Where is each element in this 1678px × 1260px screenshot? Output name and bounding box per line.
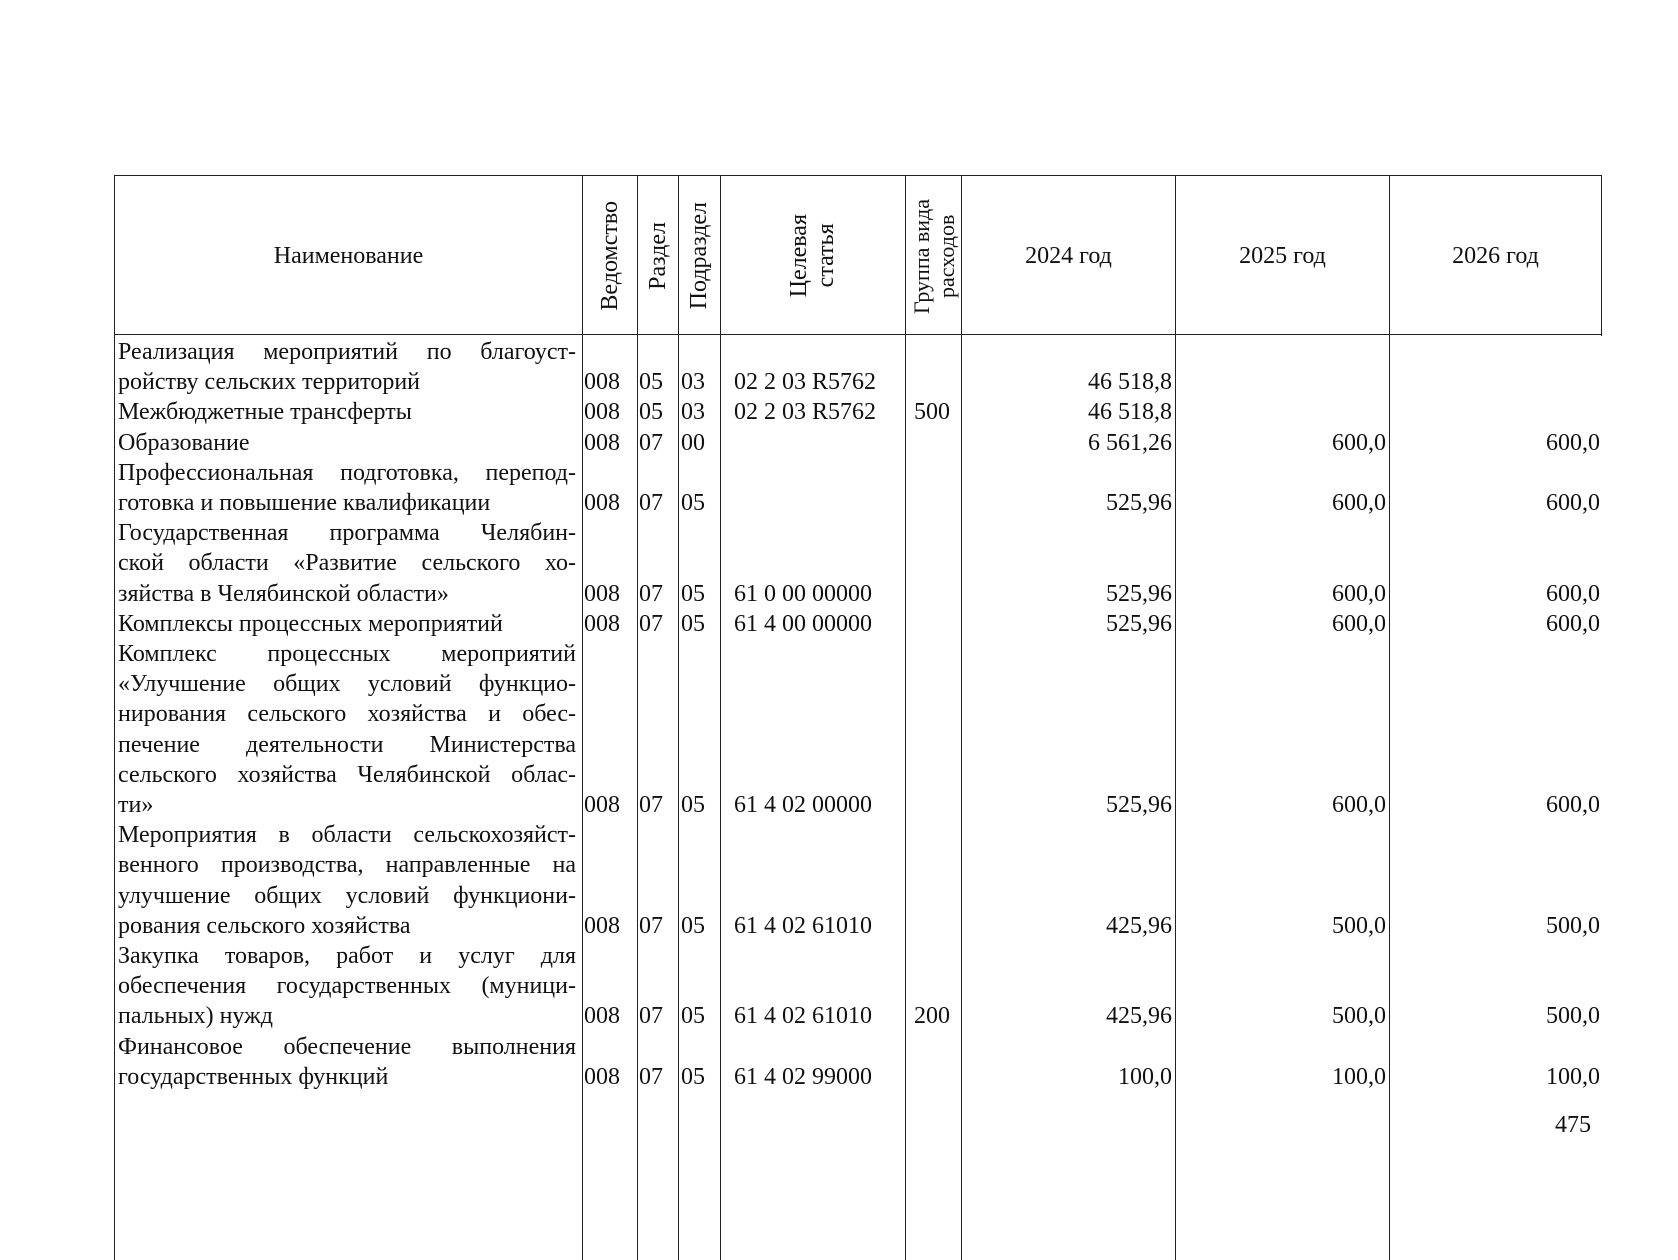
cell-name-line: ройству сельских территорий [118, 369, 421, 396]
header-2026-label: 2026 год [1452, 242, 1539, 269]
cell-gruppa-vida [914, 488, 960, 518]
cell-2025: 600,0 [1332, 490, 1386, 516]
cell-2024: 525,96 [1106, 580, 1172, 607]
cell-name [118, 639, 576, 820]
cell-razdel: 07 [639, 1003, 663, 1030]
cell-2026: 600,0 [1546, 610, 1600, 637]
cell-2024: 6 561,26 [1088, 429, 1172, 456]
cell-2024: 525,96 [1106, 792, 1172, 818]
cell-name-line: ской области «Развитие сельского хо- [118, 550, 576, 577]
cell-podrazdel: 05 [681, 1063, 705, 1090]
cell-2024: 46 518,8 [1088, 399, 1172, 426]
cell-2026 [1392, 367, 1600, 397]
header-gruppa-label: Группа вида расходов [908, 198, 959, 314]
cell-name [118, 941, 576, 1032]
cell-name-line: Комплекс процессных мероприятий [118, 641, 576, 667]
cell-name-line: нирования сельского хозяйства и обес- [118, 701, 576, 728]
cell-name-line: Образование [118, 429, 250, 456]
cell-name-line: Государственная программа Челябин- [118, 520, 576, 547]
cell-name-line: Финансовое обеспечение выполнения [118, 1033, 576, 1060]
cell-razdel: 07 [639, 429, 663, 456]
cell-name [118, 397, 576, 427]
table-row [114, 337, 1602, 397]
header-2025-label: 2025 год [1239, 242, 1326, 269]
cell-2025: 500,0 [1332, 912, 1386, 939]
cell-razdel: 07 [639, 792, 663, 818]
cell-name-line: ти» [118, 791, 154, 818]
cell-celevaya-statya: 02 2 03 R5762 [734, 399, 877, 426]
cell-name-line: печение деятельности Министерства [118, 731, 576, 758]
cell-name-line: Реализация мероприятий по благоуст- [118, 339, 576, 365]
cell-name-line: Межбюджетные трансферты [118, 399, 412, 426]
header-razdel-label: Раздел [644, 222, 671, 290]
cell-name-line: Закупка товаров, работ и услуг для [118, 943, 576, 969]
cell-2024: 425,96 [1106, 912, 1172, 939]
table-body [114, 335, 1602, 1260]
cell-2025: 600,0 [1332, 610, 1386, 637]
cell-name-line: Профессиональная подготовка, перепод- [118, 459, 576, 486]
cell-razdel: 05 [639, 369, 663, 396]
header-2026 [1389, 176, 1602, 336]
cell-vedomstvo: 008 [584, 1063, 620, 1090]
cell-razdel: 07 [639, 580, 663, 607]
cell-razdel: 07 [639, 610, 663, 637]
cell-gruppa-vida [914, 790, 960, 820]
header-vedomstvo-label: Ведомство [596, 201, 623, 311]
cell-vedomstvo: 008 [584, 580, 620, 607]
header-name [114, 176, 582, 336]
cell-gruppa-vida [914, 579, 960, 609]
cell-razdel: 07 [639, 490, 663, 516]
header-celevaya [720, 176, 905, 336]
cell-2026 [1392, 397, 1600, 427]
cell-name-line: зяйства в Челябинской области» [118, 580, 449, 607]
header-celevaya-label: Целевая статья [786, 214, 839, 298]
cell-celevaya-statya: 61 0 00 00000 [734, 580, 872, 607]
cell-razdel: 05 [639, 399, 663, 426]
table-row [114, 820, 1602, 941]
cell-2024: 425,96 [1106, 1003, 1172, 1030]
cell-podrazdel: 05 [681, 912, 705, 939]
cell-name [118, 458, 576, 518]
cell-vedomstvo: 008 [584, 490, 620, 516]
cell-gruppa-vida: 200 [914, 1003, 950, 1030]
cell-2026: 500,0 [1546, 1003, 1600, 1030]
cell-podrazdel: 05 [681, 580, 705, 607]
cell-celevaya-statya: 02 2 03 R5762 [734, 369, 877, 396]
cell-2025: 500,0 [1332, 1003, 1386, 1030]
cell-gruppa-vida [914, 911, 960, 941]
table-row [114, 397, 1602, 427]
cell-name-line: венного производства, направленные на [118, 852, 576, 879]
cell-celevaya-statya: 61 4 02 61010 [734, 912, 872, 939]
cell-name [118, 518, 576, 609]
cell-vedomstvo: 008 [584, 399, 620, 426]
header-gruppa [905, 176, 961, 336]
cell-name-line: «Улучшение общих условий функцио- [118, 671, 576, 698]
cell-razdel: 07 [639, 912, 663, 939]
cell-name-line: Мероприятия в области сельскохозяйст- [118, 822, 576, 849]
cell-gruppa-vida: 500 [914, 399, 950, 426]
cell-2025: 100,0 [1332, 1063, 1386, 1090]
cell-2026: 600,0 [1546, 792, 1600, 818]
cell-name-line: сельского хозяйства Челябинской облас- [118, 761, 576, 788]
cell-name-line: готовка и повышение квалификации [118, 489, 491, 516]
table-row [114, 639, 1602, 820]
cell-name [118, 428, 576, 458]
cell-podrazdel: 05 [681, 1003, 705, 1030]
cell-name [118, 609, 576, 639]
cell-2025: 600,0 [1332, 792, 1386, 818]
header-vedomstvo [582, 176, 637, 336]
cell-2024: 525,96 [1106, 490, 1172, 516]
header-2024 [961, 176, 1175, 336]
table-row [114, 518, 1602, 609]
cell-name-line: государственных функций [118, 1063, 389, 1090]
header-2025 [1175, 176, 1389, 336]
cell-celevaya-statya [734, 428, 904, 458]
cell-celevaya-statya: 61 4 02 61010 [734, 1003, 872, 1030]
cell-name [118, 820, 576, 941]
cell-podrazdel: 03 [681, 369, 705, 396]
cell-2025 [1178, 367, 1386, 397]
cell-vedomstvo: 008 [584, 1003, 620, 1030]
cell-gruppa-vida [914, 428, 960, 458]
cell-celevaya-statya: 61 4 02 00000 [734, 792, 872, 818]
cell-2024: 100,0 [1118, 1063, 1172, 1090]
cell-2026: 500,0 [1546, 912, 1600, 939]
table-header [114, 175, 1602, 335]
cell-celevaya-statya: 61 4 02 99000 [734, 1063, 872, 1090]
cell-podrazdel: 05 [681, 490, 705, 516]
cell-vedomstvo: 008 [584, 610, 620, 637]
cell-podrazdel: 05 [681, 610, 705, 637]
cell-2025: 600,0 [1332, 580, 1386, 607]
cell-name-line: пальных) нужд [118, 1003, 273, 1030]
cell-vedomstvo: 008 [584, 912, 620, 939]
cell-2025 [1178, 397, 1386, 427]
cell-2026: 100,0 [1546, 1063, 1600, 1090]
cell-podrazdel: 03 [681, 399, 705, 426]
cell-2026: 600,0 [1546, 429, 1600, 456]
table-row [114, 609, 1602, 639]
cell-2024: 525,96 [1106, 610, 1172, 637]
cell-celevaya-statya: 61 4 00 00000 [734, 610, 872, 637]
cell-razdel: 07 [639, 1063, 663, 1090]
page-number: 475 [1555, 1112, 1591, 1138]
header-razdel [637, 176, 678, 336]
cell-gruppa-vida [914, 609, 960, 639]
cell-podrazdel: 00 [681, 429, 705, 456]
table-row [114, 428, 1602, 458]
cell-podrazdel: 05 [681, 792, 705, 818]
cell-name-line: улучшение общих условий функциони- [118, 882, 576, 909]
cell-name-line: рования сельского хозяйства [118, 912, 411, 939]
cell-gruppa-vida [914, 1062, 960, 1092]
cell-vedomstvo: 008 [584, 792, 620, 818]
cell-celevaya-statya [734, 488, 904, 518]
header-podrazdel [678, 176, 720, 336]
header-podrazdel-label: Подраздел [686, 202, 712, 310]
table-row [114, 1032, 1602, 1092]
cell-name [118, 337, 576, 397]
table-row [114, 941, 1602, 1032]
cell-vedomstvo: 008 [584, 369, 620, 396]
cell-name [118, 1032, 576, 1092]
table-row [114, 458, 1602, 518]
cell-2026: 600,0 [1546, 580, 1600, 607]
header-2024-label: 2024 год [1025, 242, 1112, 269]
cell-name-line: Комплексы процессных мероприятий [118, 610, 503, 637]
cell-2024: 46 518,8 [1088, 369, 1172, 396]
cell-vedomstvo: 008 [584, 429, 620, 456]
cell-2026: 600,0 [1546, 490, 1600, 516]
header-name-label: Наименование [273, 242, 424, 269]
cell-gruppa-vida [914, 367, 960, 397]
cell-2025: 600,0 [1332, 429, 1386, 456]
cell-name-line: обеспечения государственных (муници- [118, 973, 576, 1000]
